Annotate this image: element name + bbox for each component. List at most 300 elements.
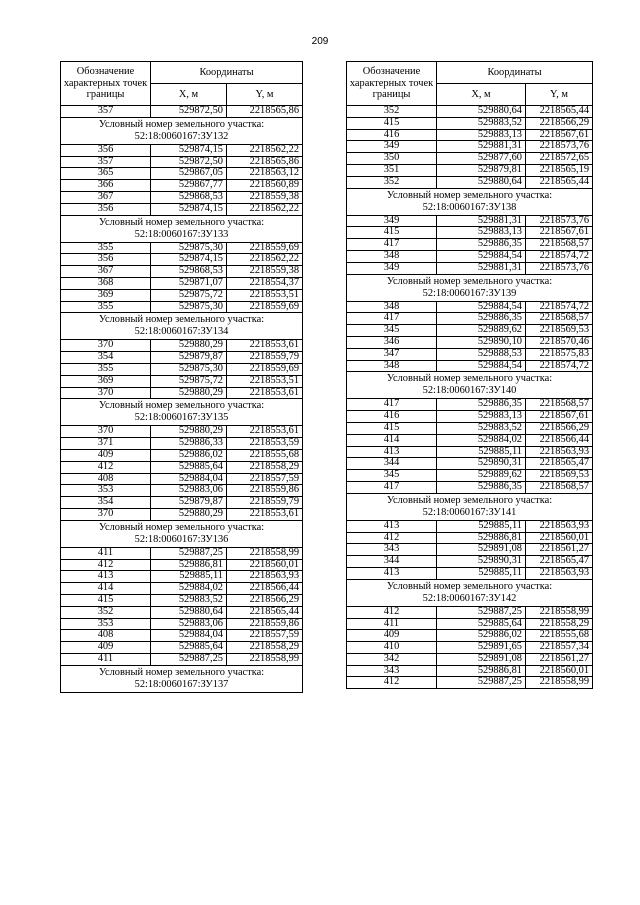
plot-title: Условный номер земельного участка: bbox=[386, 580, 553, 592]
table-row bbox=[347, 677, 593, 689]
y-coordinate-cell: 2218560,89 bbox=[227, 180, 303, 192]
plot-header-row bbox=[347, 188, 593, 215]
plot-header-row bbox=[347, 579, 593, 606]
page-number: 209 bbox=[311, 36, 329, 47]
x-coordinate-cell: 529890,31 bbox=[437, 556, 526, 568]
point-cell: 417 bbox=[347, 239, 437, 251]
x-coordinate-cell: 529884,54 bbox=[437, 250, 526, 262]
point-cell: 368 bbox=[61, 277, 151, 289]
table-row bbox=[61, 508, 303, 520]
table-row bbox=[347, 653, 593, 665]
table-row bbox=[61, 203, 303, 215]
y-coordinate-cell: 2218554,37 bbox=[227, 277, 303, 289]
y-coordinate-cell: 2218573,76 bbox=[526, 262, 593, 274]
x-coordinate-cell: 529867,77 bbox=[151, 180, 227, 192]
table-row bbox=[347, 544, 593, 556]
y-coordinate-cell: 2218557,34 bbox=[526, 642, 593, 654]
point-cell: 411 bbox=[347, 618, 437, 630]
y-coordinate-cell: 2218553,61 bbox=[227, 508, 303, 520]
table-row bbox=[61, 606, 303, 618]
point-cell: 349 bbox=[347, 262, 437, 274]
y-header: Y, м bbox=[227, 84, 303, 106]
plot-header-row bbox=[61, 520, 303, 547]
point-cell: 409 bbox=[61, 449, 151, 461]
x-coordinate-cell: 529883,13 bbox=[437, 411, 526, 423]
y-coordinate-cell: 2218561,27 bbox=[526, 544, 593, 556]
plot-number: 52:18:0060167:ЗУ137 bbox=[134, 678, 229, 690]
x-coordinate-cell: 529886,35 bbox=[437, 313, 526, 325]
x-coordinate-cell: 529884,04 bbox=[151, 630, 227, 642]
table-row bbox=[61, 583, 303, 595]
y-coordinate-cell: 2218568,57 bbox=[526, 399, 593, 411]
point-cell: 355 bbox=[61, 301, 151, 313]
y-coordinate-cell: 2218566,29 bbox=[526, 422, 593, 434]
point-cell: 415 bbox=[61, 594, 151, 606]
y-coordinate-cell: 2218563,93 bbox=[526, 520, 593, 532]
point-cell: 369 bbox=[61, 375, 151, 387]
x-coordinate-cell: 529891,08 bbox=[437, 653, 526, 665]
y-coordinate-cell: 2218569,53 bbox=[526, 325, 593, 337]
point-cell: 411 bbox=[61, 547, 151, 559]
x-coordinate-cell: 529875,72 bbox=[151, 289, 227, 301]
point-cell: 408 bbox=[61, 630, 151, 642]
point-cell: 413 bbox=[347, 567, 437, 579]
table-row bbox=[347, 313, 593, 325]
plot-title: Условный номер земельного участка: bbox=[98, 118, 265, 130]
point-cell: 414 bbox=[347, 434, 437, 446]
point-cell: 409 bbox=[347, 630, 437, 642]
table-row bbox=[61, 438, 303, 450]
table-row bbox=[347, 556, 593, 568]
y-coordinate-cell: 2218565,86 bbox=[227, 106, 303, 118]
y-coordinate-cell: 2218566,29 bbox=[526, 117, 593, 129]
x-coordinate-cell: 529880,64 bbox=[437, 106, 526, 118]
y-coordinate-cell: 2218559,86 bbox=[227, 485, 303, 497]
point-cell: 371 bbox=[61, 438, 151, 450]
point-cell: 354 bbox=[61, 352, 151, 364]
x-coordinate-cell: 529885,11 bbox=[437, 446, 526, 458]
point-cell: 417 bbox=[347, 313, 437, 325]
y-coordinate-cell: 2218559,86 bbox=[227, 618, 303, 630]
x-coordinate-cell: 529875,72 bbox=[151, 375, 227, 387]
point-cell: 411 bbox=[61, 653, 151, 665]
point-cell: 416 bbox=[347, 129, 437, 141]
x-coordinate-cell: 529872,50 bbox=[151, 156, 227, 168]
table-row bbox=[347, 141, 593, 153]
point-cell: 352 bbox=[347, 106, 437, 118]
plot-header-row bbox=[61, 117, 303, 144]
x-coordinate-cell: 529891,08 bbox=[437, 544, 526, 556]
point-cell: 355 bbox=[61, 363, 151, 375]
plot-number-cell bbox=[61, 215, 303, 242]
y-coordinate-cell: 2218566,29 bbox=[227, 594, 303, 606]
table-row bbox=[347, 301, 593, 313]
point-cell: 412 bbox=[347, 677, 437, 689]
x-coordinate-cell: 529888,53 bbox=[437, 348, 526, 360]
plot-header-row bbox=[61, 665, 303, 692]
point-cell: 370 bbox=[61, 426, 151, 438]
table-row bbox=[347, 117, 593, 129]
table-row bbox=[61, 630, 303, 642]
table-row bbox=[61, 340, 303, 352]
x-coordinate-cell: 529883,52 bbox=[151, 594, 227, 606]
x-coordinate-cell: 529886,81 bbox=[437, 665, 526, 677]
table-row bbox=[61, 242, 303, 254]
point-cell: 346 bbox=[347, 336, 437, 348]
point-cell: 344 bbox=[347, 458, 437, 470]
table-row bbox=[61, 594, 303, 606]
x-coordinate-cell: 529880,29 bbox=[151, 426, 227, 438]
table-row bbox=[347, 399, 593, 411]
table-row bbox=[61, 156, 303, 168]
y-coordinate-cell: 2218562,22 bbox=[227, 254, 303, 266]
x-coordinate-cell: 529875,30 bbox=[151, 242, 227, 254]
table-row bbox=[347, 458, 593, 470]
table-row bbox=[347, 348, 593, 360]
table-row bbox=[61, 426, 303, 438]
table-row bbox=[61, 254, 303, 266]
x-coordinate-cell: 529881,31 bbox=[437, 141, 526, 153]
table-row bbox=[347, 227, 593, 239]
plot-header-row bbox=[61, 313, 303, 340]
table-row bbox=[347, 215, 593, 227]
point-cell: 356 bbox=[61, 144, 151, 156]
y-coordinate-cell: 2218563,12 bbox=[227, 168, 303, 180]
table-row bbox=[61, 387, 303, 399]
y-coordinate-cell: 2218565,47 bbox=[526, 458, 593, 470]
y-coordinate-cell: 2218565,44 bbox=[526, 106, 593, 118]
plot-number: 52:18:0060167:ЗУ133 bbox=[134, 228, 229, 240]
point-cell: 352 bbox=[347, 176, 437, 188]
x-coordinate-cell: 529886,02 bbox=[437, 630, 526, 642]
table-row bbox=[61, 191, 303, 203]
x-coordinate-cell: 529887,25 bbox=[437, 606, 526, 618]
table-row bbox=[347, 176, 593, 188]
plot-number-cell bbox=[61, 399, 303, 426]
x-coordinate-cell: 529879,87 bbox=[151, 497, 227, 509]
plot-number: 52:18:0060167:ЗУ142 bbox=[422, 592, 517, 604]
plot-header-row bbox=[347, 274, 593, 301]
x-coordinate-cell: 529868,53 bbox=[151, 191, 227, 203]
x-coordinate-cell: 529881,31 bbox=[437, 215, 526, 227]
x-coordinate-cell: 529884,02 bbox=[151, 583, 227, 595]
point-cell: 409 bbox=[61, 642, 151, 654]
plot-number: 52:18:0060167:ЗУ139 bbox=[422, 287, 517, 299]
plot-number: 52:18:0060167:ЗУ140 bbox=[422, 385, 517, 397]
table-row bbox=[347, 618, 593, 630]
point-cell: 412 bbox=[347, 606, 437, 618]
plot-number: 52:18:0060167:ЗУ138 bbox=[422, 201, 517, 213]
point-cell: 351 bbox=[347, 164, 437, 176]
designation-header: Обозначение характерных точек границы bbox=[61, 62, 151, 106]
table-row bbox=[61, 559, 303, 571]
table-row bbox=[61, 461, 303, 473]
point-cell: 366 bbox=[61, 180, 151, 192]
y-coordinate-cell: 2218559,69 bbox=[227, 301, 303, 313]
x-coordinate-cell: 529880,64 bbox=[437, 176, 526, 188]
x-coordinate-cell: 529874,15 bbox=[151, 144, 227, 156]
x-coordinate-cell: 529867,05 bbox=[151, 168, 227, 180]
point-cell: 365 bbox=[61, 168, 151, 180]
point-cell: 345 bbox=[347, 470, 437, 482]
table-row bbox=[61, 144, 303, 156]
table-row bbox=[61, 485, 303, 497]
point-cell: 412 bbox=[347, 532, 437, 544]
x-coordinate-cell: 529886,35 bbox=[437, 239, 526, 251]
plot-number-cell bbox=[347, 579, 593, 606]
y-coordinate-cell: 2218565,47 bbox=[526, 556, 593, 568]
table-row bbox=[61, 642, 303, 654]
table-row bbox=[61, 473, 303, 485]
y-coordinate-cell: 2218558,99 bbox=[526, 606, 593, 618]
x-coordinate-cell: 529880,29 bbox=[151, 340, 227, 352]
x-header: X, м bbox=[151, 84, 227, 106]
point-cell: 369 bbox=[61, 289, 151, 301]
plot-header-row bbox=[347, 372, 593, 399]
x-coordinate-cell: 529868,53 bbox=[151, 266, 227, 278]
x-coordinate-cell: 529884,54 bbox=[437, 360, 526, 372]
y-coordinate-cell: 2218553,51 bbox=[227, 289, 303, 301]
plot-header-row bbox=[61, 215, 303, 242]
x-coordinate-cell: 529874,15 bbox=[151, 254, 227, 266]
x-coordinate-cell: 529885,11 bbox=[437, 520, 526, 532]
x-coordinate-cell: 529874,15 bbox=[151, 203, 227, 215]
x-coordinate-cell: 529886,81 bbox=[437, 532, 526, 544]
x-coordinate-cell: 529885,64 bbox=[151, 461, 227, 473]
x-coordinate-cell: 529889,62 bbox=[437, 470, 526, 482]
y-coordinate-cell: 2218560,01 bbox=[227, 559, 303, 571]
y-coordinate-cell: 2218553,61 bbox=[227, 340, 303, 352]
coordinates-table-right bbox=[346, 61, 593, 689]
x-coordinate-cell: 529875,30 bbox=[151, 363, 227, 375]
point-cell: 412 bbox=[61, 559, 151, 571]
plot-title: Условный номер земельного участка: bbox=[98, 521, 265, 533]
table-row bbox=[347, 422, 593, 434]
table-row bbox=[347, 481, 593, 493]
x-coordinate-cell: 529883,06 bbox=[151, 485, 227, 497]
x-coordinate-cell: 529871,07 bbox=[151, 277, 227, 289]
plot-number: 52:18:0060167:ЗУ132 bbox=[134, 130, 229, 142]
point-cell: 345 bbox=[347, 325, 437, 337]
table-row bbox=[347, 250, 593, 262]
point-cell: 370 bbox=[61, 340, 151, 352]
table-row bbox=[347, 470, 593, 482]
table-row bbox=[61, 266, 303, 278]
y-coordinate-cell: 2218565,86 bbox=[227, 156, 303, 168]
point-cell: 349 bbox=[347, 141, 437, 153]
table-row bbox=[61, 352, 303, 364]
plot-title: Условный номер земельного участка: bbox=[98, 216, 265, 228]
table-row bbox=[347, 129, 593, 141]
y-coordinate-cell: 2218567,61 bbox=[526, 129, 593, 141]
y-coordinate-cell: 2218561,27 bbox=[526, 653, 593, 665]
table-row bbox=[347, 153, 593, 165]
y-coordinate-cell: 2218559,69 bbox=[227, 363, 303, 375]
x-coordinate-cell: 529887,25 bbox=[151, 653, 227, 665]
point-cell: 347 bbox=[347, 348, 437, 360]
designation-header: Обозначение характерных точек границы bbox=[347, 62, 437, 106]
table-row bbox=[347, 606, 593, 618]
y-coordinate-cell: 2218560,01 bbox=[526, 532, 593, 544]
point-cell: 357 bbox=[61, 156, 151, 168]
point-cell: 415 bbox=[347, 227, 437, 239]
table-row bbox=[61, 106, 303, 118]
plot-number-cell bbox=[347, 493, 593, 520]
x-coordinate-cell: 529887,25 bbox=[437, 677, 526, 689]
table-row bbox=[347, 567, 593, 579]
y-coordinate-cell: 2218572,65 bbox=[526, 153, 593, 165]
y-coordinate-cell: 2218562,22 bbox=[227, 144, 303, 156]
plot-header-row bbox=[61, 399, 303, 426]
y-coordinate-cell: 2218559,38 bbox=[227, 266, 303, 278]
x-coordinate-cell: 529883,52 bbox=[437, 422, 526, 434]
plot-title: Условный номер земельного участка: bbox=[98, 666, 265, 678]
y-coordinate-cell: 2218568,57 bbox=[526, 313, 593, 325]
y-coordinate-cell: 2218568,57 bbox=[526, 239, 593, 251]
x-coordinate-cell: 529880,64 bbox=[151, 606, 227, 618]
y-coordinate-cell: 2218567,61 bbox=[526, 227, 593, 239]
x-coordinate-cell: 529883,13 bbox=[437, 129, 526, 141]
x-coordinate-cell: 529886,33 bbox=[151, 438, 227, 450]
x-coordinate-cell: 529891,65 bbox=[437, 642, 526, 654]
point-cell: 413 bbox=[61, 571, 151, 583]
y-coordinate-cell: 2218568,57 bbox=[526, 481, 593, 493]
table-row bbox=[61, 497, 303, 509]
y-coordinate-cell: 2218565,44 bbox=[526, 176, 593, 188]
point-cell: 417 bbox=[347, 481, 437, 493]
y-coordinate-cell: 2218558,99 bbox=[227, 653, 303, 665]
point-cell: 353 bbox=[61, 485, 151, 497]
table-row bbox=[347, 106, 593, 118]
point-cell: 342 bbox=[347, 653, 437, 665]
plot-number-cell bbox=[347, 274, 593, 301]
y-coordinate-cell: 2218555,68 bbox=[526, 630, 593, 642]
x-coordinate-cell: 529884,02 bbox=[437, 434, 526, 446]
y-coordinate-cell: 2218570,46 bbox=[526, 336, 593, 348]
plot-number-cell bbox=[347, 188, 593, 215]
plot-number-cell bbox=[347, 372, 593, 399]
y-coordinate-cell: 2218565,19 bbox=[526, 164, 593, 176]
table-row bbox=[61, 375, 303, 387]
y-coordinate-cell: 2218574,72 bbox=[526, 360, 593, 372]
plot-title: Условный номер земельного участка: bbox=[386, 373, 553, 385]
table-row bbox=[347, 642, 593, 654]
x-coordinate-cell: 529885,64 bbox=[437, 618, 526, 630]
plot-header-row bbox=[347, 493, 593, 520]
y-coordinate-cell: 2218574,72 bbox=[526, 250, 593, 262]
x-coordinate-cell: 529881,31 bbox=[437, 262, 526, 274]
y-coordinate-cell: 2218557,59 bbox=[227, 630, 303, 642]
x-coordinate-cell: 529872,50 bbox=[151, 106, 227, 118]
point-cell: 413 bbox=[347, 520, 437, 532]
table-row bbox=[61, 547, 303, 559]
y-coordinate-cell: 2218553,61 bbox=[227, 387, 303, 399]
x-coordinate-cell: 529884,54 bbox=[437, 301, 526, 313]
point-cell: 348 bbox=[347, 301, 437, 313]
point-cell: 414 bbox=[61, 583, 151, 595]
point-cell: 412 bbox=[61, 461, 151, 473]
y-coordinate-cell: 2218560,01 bbox=[526, 665, 593, 677]
table-row bbox=[347, 325, 593, 337]
table-row bbox=[347, 239, 593, 251]
plot-title: Условный номер земельного участка: bbox=[386, 189, 553, 201]
y-coordinate-cell: 2218562,22 bbox=[227, 203, 303, 215]
x-header: X, м bbox=[437, 84, 526, 106]
point-cell: 416 bbox=[347, 411, 437, 423]
point-cell: 370 bbox=[61, 508, 151, 520]
point-cell: 343 bbox=[347, 665, 437, 677]
table-row bbox=[61, 168, 303, 180]
table-row bbox=[347, 434, 593, 446]
point-cell: 352 bbox=[61, 606, 151, 618]
point-cell: 370 bbox=[61, 387, 151, 399]
plot-title: Условный номер земельного участка: bbox=[386, 494, 553, 506]
plot-number-cell bbox=[61, 665, 303, 692]
x-coordinate-cell: 529886,02 bbox=[151, 449, 227, 461]
x-coordinate-cell: 529880,29 bbox=[151, 387, 227, 399]
y-coordinate-cell: 2218573,76 bbox=[526, 141, 593, 153]
y-coordinate-cell: 2218563,93 bbox=[526, 446, 593, 458]
plot-number: 52:18:0060167:ЗУ135 bbox=[134, 412, 229, 424]
y-coordinate-cell: 2218558,29 bbox=[227, 642, 303, 654]
y-coordinate-cell: 2218558,29 bbox=[526, 618, 593, 630]
point-cell: 348 bbox=[347, 250, 437, 262]
y-header: Y, м bbox=[526, 84, 593, 106]
x-coordinate-cell: 529879,81 bbox=[437, 164, 526, 176]
y-coordinate-cell: 2218559,79 bbox=[227, 352, 303, 364]
point-cell: 415 bbox=[347, 117, 437, 129]
point-cell: 356 bbox=[61, 254, 151, 266]
y-coordinate-cell: 2218553,51 bbox=[227, 375, 303, 387]
table-row bbox=[61, 277, 303, 289]
y-coordinate-cell: 2218563,93 bbox=[227, 571, 303, 583]
point-cell: 367 bbox=[61, 266, 151, 278]
y-coordinate-cell: 2218558,99 bbox=[227, 547, 303, 559]
table-row bbox=[61, 653, 303, 665]
x-coordinate-cell: 529883,13 bbox=[437, 227, 526, 239]
point-cell: 357 bbox=[61, 106, 151, 118]
point-cell: 410 bbox=[347, 642, 437, 654]
plot-title: Условный номер земельного участка: bbox=[98, 400, 265, 412]
x-coordinate-cell: 529889,62 bbox=[437, 325, 526, 337]
point-cell: 408 bbox=[61, 473, 151, 485]
y-coordinate-cell: 2218565,44 bbox=[227, 606, 303, 618]
y-coordinate-cell: 2218566,44 bbox=[227, 583, 303, 595]
plot-number: 52:18:0060167:ЗУ134 bbox=[134, 326, 229, 338]
table-row bbox=[347, 360, 593, 372]
point-cell: 343 bbox=[347, 544, 437, 556]
table-row bbox=[61, 571, 303, 583]
x-coordinate-cell: 529877,60 bbox=[437, 153, 526, 165]
point-cell: 355 bbox=[61, 242, 151, 254]
y-coordinate-cell: 2218563,93 bbox=[526, 567, 593, 579]
y-coordinate-cell: 2218553,61 bbox=[227, 426, 303, 438]
y-coordinate-cell: 2218559,38 bbox=[227, 191, 303, 203]
x-coordinate-cell: 529885,11 bbox=[437, 567, 526, 579]
y-coordinate-cell: 2218566,44 bbox=[526, 434, 593, 446]
point-cell: 348 bbox=[347, 360, 437, 372]
table-row bbox=[61, 363, 303, 375]
point-cell: 344 bbox=[347, 556, 437, 568]
table-row bbox=[347, 411, 593, 423]
table-row bbox=[347, 164, 593, 176]
table-row bbox=[347, 336, 593, 348]
y-coordinate-cell: 2218558,99 bbox=[526, 677, 593, 689]
y-coordinate-cell: 2218557,59 bbox=[227, 473, 303, 485]
y-coordinate-cell: 2218573,76 bbox=[526, 215, 593, 227]
y-coordinate-cell: 2218559,79 bbox=[227, 497, 303, 509]
x-coordinate-cell: 529887,25 bbox=[151, 547, 227, 559]
